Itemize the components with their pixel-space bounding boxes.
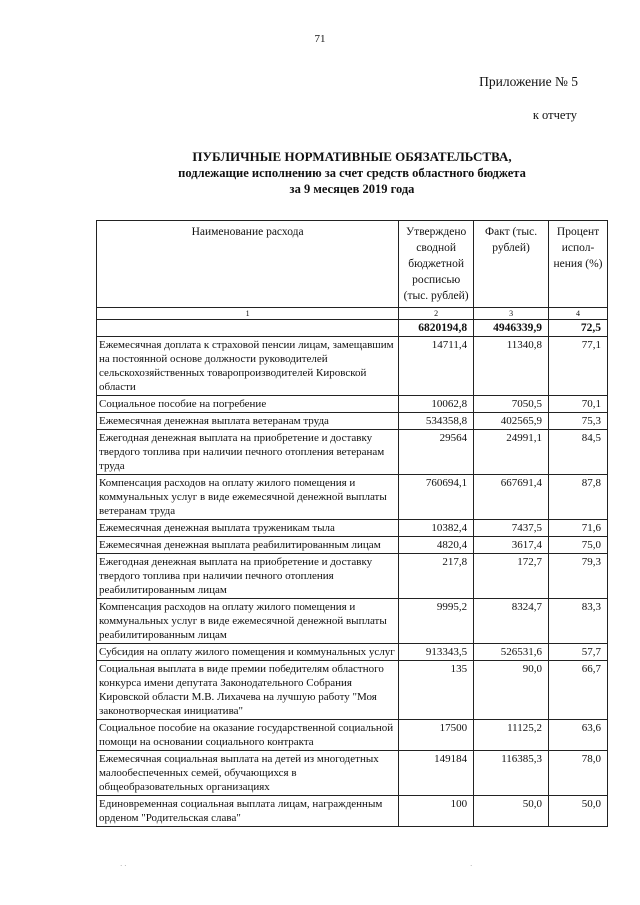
table-row (97, 599, 608, 644)
approved-cell: 149184 (399, 751, 474, 796)
document-title (96, 149, 608, 197)
table-row (97, 720, 608, 751)
column-number-row (97, 308, 608, 320)
table-row (97, 537, 608, 554)
fact-cell: 11125,2 (474, 720, 549, 751)
approved-cell: 217,8 (399, 554, 474, 599)
header-percent: Процент испол- нения (%) (549, 221, 608, 308)
fact-cell: 7437,5 (474, 520, 549, 537)
percent-cell: 71,6 (549, 520, 608, 537)
percent-cell: 66,7 (549, 661, 608, 720)
expense-name-cell: Ежегодная денежная выплата на приобретение и доставку твердого топлива при наличии печного отопления ветеранам труда (97, 430, 399, 475)
table-row (97, 337, 608, 396)
approved-cell: 913343,5 (399, 644, 474, 661)
percent-cell: 83,3 (549, 599, 608, 644)
percent-cell: 57,7 (549, 644, 608, 661)
table-header-row (97, 221, 608, 308)
approved-cell: 534358,8 (399, 413, 474, 430)
fact-cell: 11340,8 (474, 337, 549, 396)
percent-cell: 78,0 (549, 751, 608, 796)
title-line-1: ПУБЛИЧНЫЕ НОРМАТИВНЫЕ ОБЯЗАТЕЛЬСТВА, (192, 149, 512, 164)
title-line-2: подлежащие исполнению за счет средств областного бюджета (178, 166, 526, 180)
expense-name-cell: Социальное пособие на погребение (97, 396, 399, 413)
fact-cell: 90,0 (474, 661, 549, 720)
fact-cell: 172,7 (474, 554, 549, 599)
appendix-label: Приложение № 5 (479, 74, 578, 89)
percent-cell: 50,0 (549, 796, 608, 827)
percent-cell: 75,0 (549, 537, 608, 554)
total-percent: 72,5 (549, 320, 608, 337)
approved-cell: 29564 (399, 430, 474, 475)
table-row (97, 475, 608, 520)
fact-cell: 667691,4 (474, 475, 549, 520)
page-number: 71 (314, 33, 326, 45)
column-number: 1 (97, 308, 399, 320)
approved-cell: 10382,4 (399, 520, 474, 537)
header-expense-name: Наименование расхода (97, 221, 399, 308)
fact-cell: 3617,4 (474, 537, 549, 554)
table-row (97, 661, 608, 720)
header-fact: Факт (тыс. рублей) (474, 221, 549, 308)
fact-cell: 526531,6 (474, 644, 549, 661)
total-approved: 6820194,8 (399, 320, 474, 337)
table-row (97, 396, 608, 413)
expense-name-cell: Единовременная социальная выплата лицам, награжденным орденом "Родительская слава" (97, 796, 399, 827)
table-row (97, 430, 608, 475)
table-row (97, 796, 608, 827)
to-report-label: к отчету (532, 108, 577, 122)
scan-mark: · · (120, 862, 127, 870)
fact-cell: 50,0 (474, 796, 549, 827)
table-row (97, 520, 608, 537)
approved-cell: 10062,8 (399, 396, 474, 413)
expense-name-cell: Ежемесячная денежная выплата реабилитированным лицам (97, 537, 399, 554)
approved-cell: 14711,4 (399, 337, 474, 396)
fact-cell: 8324,7 (474, 599, 549, 644)
expense-name-cell: Социальная выплата в виде премии победителям областного конкурса имени депутата Законодательного Собрания Кировской области М.В. Лихачева на лучшую работу "Моя законотворческая инициатива" (97, 661, 399, 720)
table-row (97, 644, 608, 661)
expense-name-cell: Ежемесячная денежная выплата ветеранам труда (97, 413, 399, 430)
title-line-3: за 9 месяцев 2019 года (289, 182, 415, 196)
percent-cell: 75,3 (549, 413, 608, 430)
table-row (97, 413, 608, 430)
fact-cell: 402565,9 (474, 413, 549, 430)
approved-cell: 4820,4 (399, 537, 474, 554)
expense-name-cell: Субсидия на оплату жилого помещения и коммунальных услуг (97, 644, 399, 661)
table-row (97, 554, 608, 599)
scan-mark: · (470, 862, 473, 870)
approved-cell: 100 (399, 796, 474, 827)
expense-name-cell: Компенсация расходов на оплату жилого помещения и коммунальных услуг в виде ежемесячной денежной выплаты ветеранам труда (97, 475, 399, 520)
total-row (97, 320, 608, 337)
column-number: 3 (474, 308, 549, 320)
column-number: 4 (549, 308, 608, 320)
fact-cell: 116385,3 (474, 751, 549, 796)
fact-cell: 24991,1 (474, 430, 549, 475)
header-approved: Утверждено сводной бюджетной росписью (тыс. рублей) (399, 221, 474, 308)
column-number: 2 (399, 308, 474, 320)
approved-cell: 135 (399, 661, 474, 720)
total-fact: 4946339,9 (474, 320, 549, 337)
percent-cell: 63,6 (549, 720, 608, 751)
expense-name-cell: Компенсация расходов на оплату жилого помещения и коммунальных услуг в виде ежемесячной денежной выплаты реабилитированным лицам (97, 599, 399, 644)
table-row (97, 751, 608, 796)
approved-cell: 760694,1 (399, 475, 474, 520)
approved-cell: 9995,2 (399, 599, 474, 644)
percent-cell: 70,1 (549, 396, 608, 413)
expense-name-cell: Ежемесячная социальная выплата на детей из многодетных малообеспеченных семей, обучающихся в общеобразовательных организациях (97, 751, 399, 796)
expense-name-cell: Социальное пособие на оказание государственной социальной помощи на основании социального контракта (97, 720, 399, 751)
expense-name-cell: Ежемесячная денежная выплата труженикам тыла (97, 520, 399, 537)
fact-cell: 7050,5 (474, 396, 549, 413)
obligations-table (96, 220, 608, 827)
percent-cell: 87,8 (549, 475, 608, 520)
percent-cell: 79,3 (549, 554, 608, 599)
total-label-cell (97, 320, 399, 337)
expense-name-cell: Ежегодная денежная выплата на приобретение и доставку твердого топлива при наличии печного отопления реабилитированным лицам (97, 554, 399, 599)
percent-cell: 84,5 (549, 430, 608, 475)
approved-cell: 17500 (399, 720, 474, 751)
expense-name-cell: Ежемесячная доплата к страховой пенсии лицам, замещавшим на постоянной основе должности руководителей сельскохозяйственных товаропроизводителей Кировской области (97, 337, 399, 396)
percent-cell: 77,1 (549, 337, 608, 396)
